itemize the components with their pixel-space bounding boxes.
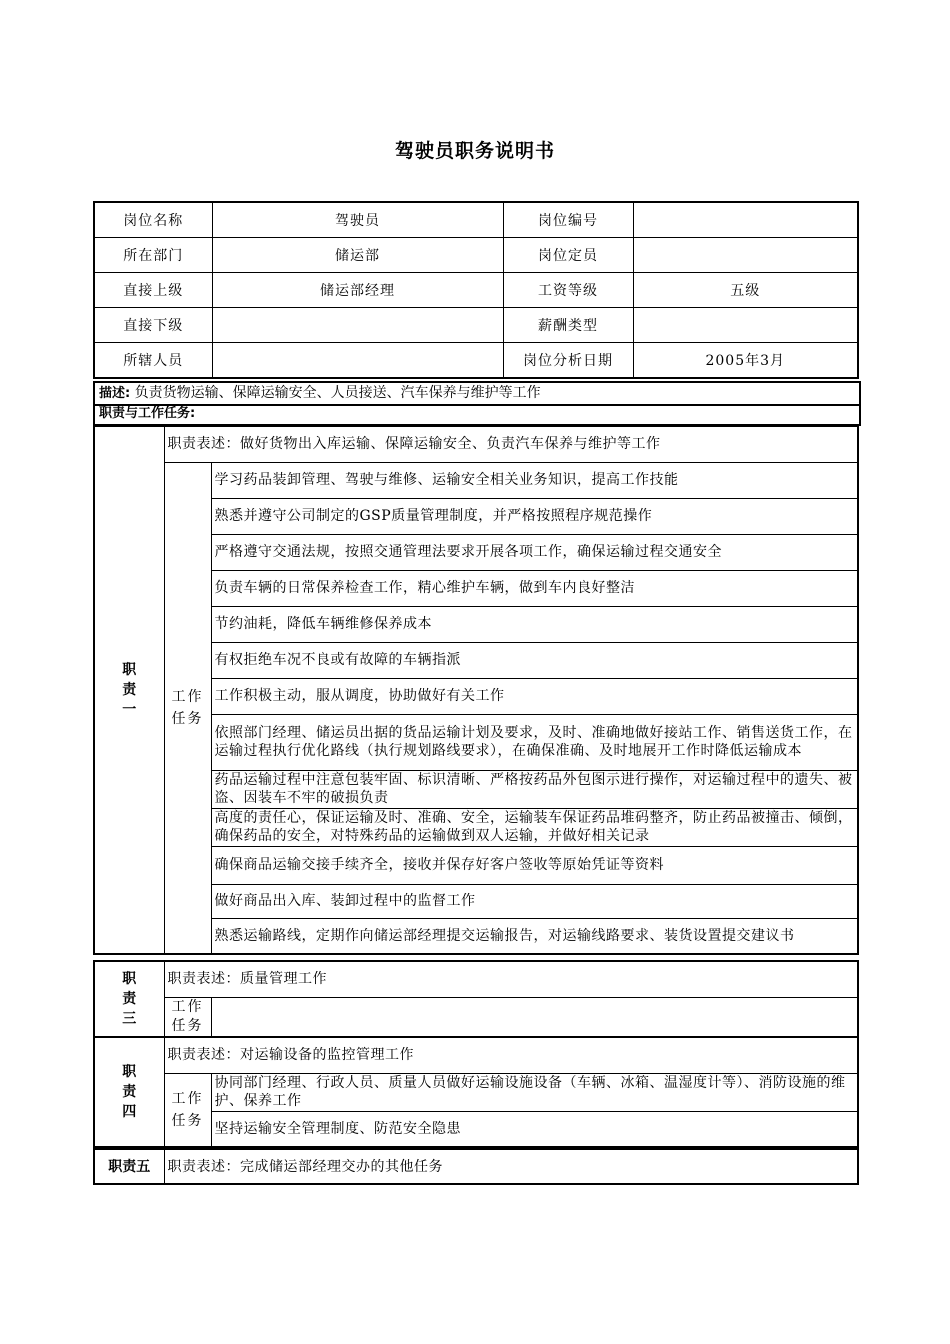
info-value [212, 343, 503, 379]
info-row [94, 273, 858, 308]
info-value: 驾驶员 [212, 202, 503, 238]
info-key: 所在部门 [94, 238, 212, 273]
info-key: 所辖人员 [94, 343, 212, 379]
duty-1-task: 依照部门经理、储运员出据的货品运输计划及要求，及时、准确地做好接站工作、销售送货工作，在运输过程执行优化路线（执行规划路线要求），在确保准确、及时地展开工作时降低运输成本 [211, 714, 858, 770]
description-text: 负责货物运输、保障运输安全、人员接送、汽车保养与维护等工作 [134, 385, 541, 401]
duty-1-task: 熟悉并遵守公司制定的GSP质量管理制度，并严格按照程序规范操作 [211, 498, 858, 534]
duty-1-task: 有权拒绝车况不良或有故障的车辆指派 [211, 642, 858, 678]
duty-1-statement: 职责表述：做好货物出入库运输、保障运输安全、负责汽车保养与维护等工作 [164, 426, 858, 462]
duty-1-table [93, 425, 859, 955]
duty-1-task: 做好商品出入库、装卸过程中的监督工作 [211, 884, 858, 918]
info-key: 岗位分析日期 [503, 343, 633, 379]
duty-1-task: 严格遵守交通法规，按照交通管理法要求开展各项工作，确保运输过程交通安全 [211, 534, 858, 570]
info-key: 工资等级 [503, 273, 633, 308]
info-row [94, 238, 858, 273]
info-value [633, 238, 858, 273]
duty-1-task: 工作积极主动，服从调度，协助做好有关工作 [211, 678, 858, 714]
info-value: 储运部 [212, 238, 503, 273]
duty-3-table [93, 960, 859, 1038]
duty-3-statement: 职责表述：质量管理工作 [164, 961, 858, 997]
duty-4-task: 协同部门经理、行政人员、质量人员做好运输设施设备（车辆、冰箱、温湿度计等）、消防设施的维护、保养工作 [211, 1073, 858, 1111]
info-value: 储运部经理 [212, 273, 503, 308]
info-value: 2005年3月 [633, 343, 858, 379]
duty-1-task: 熟悉运输路线，定期作向储运部经理提交运输报告，对运输线路要求、装货设置提交建议书 [211, 918, 858, 954]
info-key: 直接下级 [94, 308, 212, 343]
duty-1-task: 负责车辆的日常保养检查工作，精心维护车辆，做到车内良好整洁 [211, 570, 858, 606]
duty-1-label: 职 责 一 [94, 426, 164, 954]
duty-3-label: 职 责 三 [94, 961, 164, 1037]
info-key: 岗位名称 [94, 202, 212, 238]
duty-5-statement: 职责表述：完成储运部经理交办的其他任务 [164, 1149, 858, 1184]
page-title: 驾驶员职务说明书 [394, 140, 555, 162]
duty-1-task: 确保商品运输交接手续齐全，接收并保存好客户签收等原始凭证等资料 [211, 846, 858, 884]
info-row [94, 343, 858, 379]
duty-1-task-label: 工作 任务 [164, 462, 211, 954]
duty-4-task: 坚持运输安全管理制度、防范安全隐患 [211, 1111, 858, 1147]
duty-4-table [93, 1036, 859, 1148]
duty-5-label: 职责五 [94, 1149, 164, 1184]
duty-1-task: 药品运输过程中注意包装牢固、标识清晰、严格按药品外包图示进行操作，对运输过程中的遗失、被盗、因装车不牢的破损负责 [211, 770, 858, 808]
duty-4-task-label: 工作 任务 [164, 1073, 211, 1147]
duty-3-task [211, 997, 858, 1037]
duty-3-task-label: 工作 任务 [164, 997, 211, 1037]
duty-5-table [93, 1148, 859, 1185]
info-key: 直接上级 [94, 273, 212, 308]
info-value [633, 202, 858, 238]
info-value [633, 308, 858, 343]
duty-4-label: 职 责 四 [94, 1037, 164, 1147]
duties-header: 职责与工作任务: [99, 406, 196, 421]
duties-header-row [93, 403, 861, 426]
info-row [94, 308, 858, 343]
info-key: 岗位编号 [503, 202, 633, 238]
info-key: 岗位定员 [503, 238, 633, 273]
info-key: 薪酬类型 [503, 308, 633, 343]
description-label: 描述: [99, 386, 131, 401]
duty-1-task: 节约油耗，降低车辆维修保养成本 [211, 606, 858, 642]
duty-4-statement: 职责表述：对运输设备的监控管理工作 [164, 1037, 858, 1073]
info-value: 五级 [633, 273, 858, 308]
info-row [94, 202, 858, 238]
job-info-table [93, 201, 859, 379]
duty-1-task: 高度的责任心，保证运输及时、准确、安全，运输装车保证药品堆码整齐，防止药品被撞击、倾倒，确保药品的安全，对特殊药品的运输做到双人运输，并做好相关记录 [211, 808, 858, 846]
duty-1-task: 学习药品装卸管理、驾驶与维修、运输安全相关业务知识，提高工作技能 [211, 462, 858, 498]
info-value [212, 308, 503, 343]
